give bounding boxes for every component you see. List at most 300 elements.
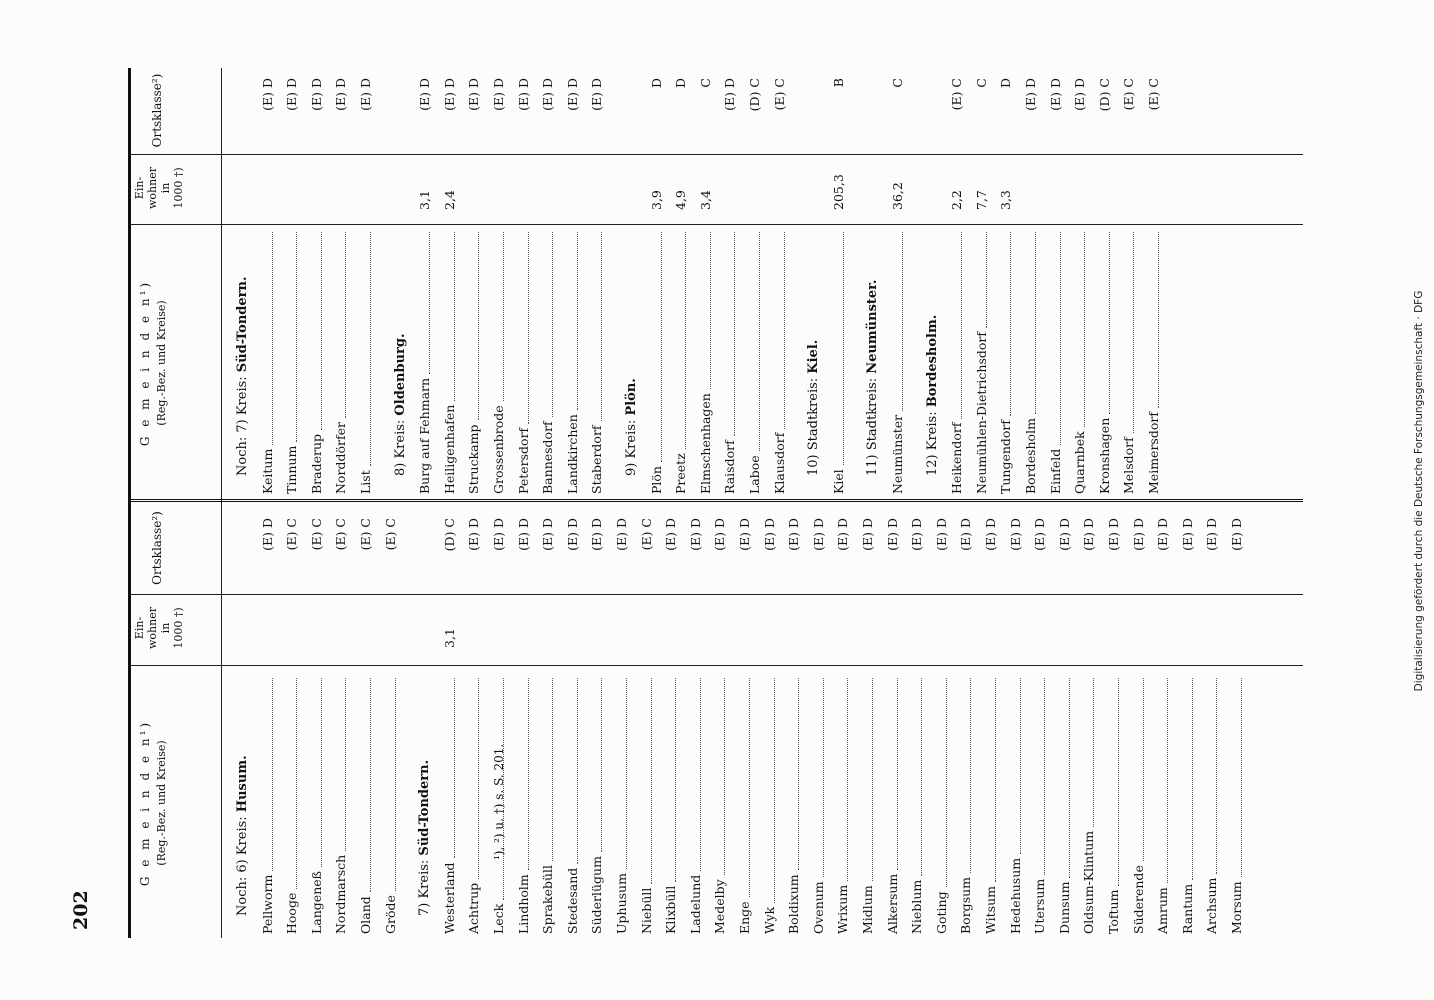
ortsklasse-value: (D) C: [747, 78, 762, 112]
municipality-name: Tungendorf: [998, 419, 1014, 494]
ortsklasse-value: (E) D: [687, 518, 703, 551]
leader-dots: [540, 232, 553, 417]
leader-dots: [1229, 678, 1242, 877]
municipality-name: Medelby: [712, 879, 728, 934]
leader-dots: [712, 678, 725, 875]
header-ortsklasse-right: Ortsklasse²): [150, 73, 164, 148]
population-value: 4,9: [673, 190, 689, 210]
municipality-name: Dunsum: [1056, 881, 1072, 934]
table-row: [807, 672, 831, 934]
ortsklasse-value: (E) C: [358, 518, 373, 551]
table-row: [1028, 672, 1052, 934]
ortsklasse-value: (E) D: [1032, 518, 1048, 551]
leader-dots: [565, 678, 578, 864]
table-row: [1102, 672, 1126, 934]
table-row: [305, 226, 329, 494]
ortsklasse-value: (E) D: [614, 518, 629, 551]
leader-dots: [860, 678, 873, 881]
ortsklasse-value: (E) D: [491, 518, 506, 551]
municipality-name: Westerland: [441, 862, 457, 934]
table-row: [831, 672, 855, 934]
section-label: 12) Kreis:: [924, 407, 940, 476]
table-row: [708, 672, 732, 934]
leader-dots: [890, 232, 903, 411]
section-heading: [389, 333, 413, 476]
leader-dots: [284, 678, 297, 889]
section-district-name: Plön.: [624, 378, 639, 416]
municipality-name: Klixbüll: [663, 885, 679, 934]
ortsklasse-value: (E) D: [358, 78, 373, 111]
table-row: [512, 226, 536, 494]
municipality-name: Kronshagen: [1096, 417, 1112, 494]
footnote: ¹), ²) u. †) s. S. 201.: [492, 743, 506, 860]
table-row: [462, 672, 486, 934]
leader-dots: [673, 232, 686, 449]
municipality-name: Uphusum: [614, 873, 629, 934]
ortsklasse-value: (E) D: [786, 518, 802, 551]
section-heading: [231, 277, 255, 476]
table-row: [256, 672, 280, 934]
population-value: 2,4: [441, 190, 457, 210]
municipality-name: Hedehusum: [1007, 857, 1023, 934]
table-row: [585, 672, 609, 934]
population-value: 3,4: [697, 190, 713, 210]
leader-dots: [998, 232, 1011, 416]
table-row: [881, 672, 905, 934]
ortsklasse-value: (E) D: [1047, 78, 1063, 111]
header-einwohner-1: Ein-: [133, 176, 146, 200]
leader-dots: [260, 232, 273, 445]
header-einwohner-1: Ein-: [133, 616, 146, 640]
table-row: [827, 226, 851, 494]
table-row: [438, 226, 462, 494]
ortsklasse-value: (E) D: [1155, 518, 1171, 551]
table-row: [718, 226, 742, 494]
leader-dots: [909, 678, 922, 876]
municipality-name: Achtrup: [466, 882, 482, 934]
digitization-note-text: Digitalisierung gefördert durch die Deutsche Forschungsgemeinschaft · DFG: [1413, 290, 1425, 692]
section-district-name: Süd-Tondern.: [235, 276, 250, 373]
municipality-name: Oldsum-Klintum: [1081, 830, 1097, 934]
ortsklasse-value: (E) D: [515, 78, 531, 111]
population-value: 3,1: [441, 628, 457, 648]
municipality-name: Meimersdorf: [1146, 412, 1161, 494]
municipality-name: Melsdorf: [1121, 437, 1137, 494]
table-row: [970, 226, 994, 494]
municipality-name: Hooge: [284, 892, 300, 934]
section-label: 8) Kreis:: [392, 415, 408, 476]
municipality-name: Laboe: [747, 455, 762, 494]
municipality-name: Pellworm: [259, 874, 275, 934]
ortsklasse-value: (E) D: [466, 78, 482, 111]
header-einwohner-2: wohner: [146, 167, 159, 209]
leader-dots: [358, 232, 371, 466]
municipality-name: Morsum: [1229, 881, 1244, 934]
table-row: [536, 672, 560, 934]
municipality-name: Wyk: [761, 906, 777, 934]
leader-dots: [974, 232, 987, 328]
leader-dots: [1057, 678, 1070, 878]
header-einwohner-2: wohner: [146, 607, 159, 649]
leader-dots: [589, 678, 602, 852]
table-row: [768, 226, 792, 494]
ortsklasse-value: (D) C: [1096, 78, 1112, 112]
ortsklasse-value: (E) D: [259, 78, 275, 111]
ortsklasse-value: (E) D: [712, 518, 728, 551]
leader-dots: [835, 678, 848, 881]
municipality-name: Goting: [933, 891, 949, 934]
leader-dots: [1146, 232, 1159, 408]
header-einwohner-3: in: [159, 182, 172, 194]
population-value: 3,3: [998, 190, 1014, 210]
leader-dots: [1048, 232, 1061, 445]
leader-dots: [358, 678, 371, 892]
municipality-name: Neumühlen-Dietrichsdorf: [973, 331, 989, 494]
leader-dots: [786, 678, 799, 870]
table-row: [635, 672, 659, 934]
table-row: [905, 672, 929, 934]
ortsklasse-value: (D) C: [441, 518, 457, 552]
header-einwohner-4: 1000 †): [172, 167, 185, 209]
municipality-name: Heikendorf: [949, 422, 965, 494]
section-district-name: Bordesholm.: [924, 314, 940, 408]
leader-dots: [934, 678, 947, 887]
municipality-name: Sprakebüll: [540, 864, 556, 934]
ortsklasse-value: C: [890, 78, 905, 88]
col-rule: [131, 224, 1303, 225]
ortsklasse-value: (E) D: [983, 518, 998, 551]
table-row: [1044, 226, 1068, 494]
municipality-name: Staberdorf: [589, 425, 605, 494]
municipality-name: Preetz: [673, 453, 689, 494]
table-row: [280, 672, 304, 934]
municipality-name: Borgsum: [958, 876, 974, 934]
table-row: [979, 672, 1003, 934]
leader-dots: [649, 232, 662, 462]
ortsklasse-value: (E) C: [1121, 78, 1137, 111]
ortsklasse-value: (E) C: [771, 78, 787, 111]
leader-dots: [260, 678, 273, 871]
ortsklasse-value: (E) C: [949, 78, 965, 111]
municipality-name: Leck: [491, 903, 506, 934]
ortsklasse-value: (E) C: [284, 518, 300, 551]
leader-dots: [958, 678, 971, 873]
leader-dots: [565, 232, 578, 410]
ortsklasse-value: (E) D: [958, 518, 974, 551]
table-row: [886, 226, 910, 494]
middle-double-rule: [131, 499, 1303, 502]
ortsklasse-value: (E) D: [1081, 518, 1097, 551]
leader-dots: [417, 232, 430, 374]
table-row: [280, 226, 304, 494]
leader-dots: [737, 678, 750, 897]
table-row: [561, 672, 585, 934]
table-row: [1077, 672, 1101, 934]
municipality-name: Plön: [648, 466, 664, 494]
digitization-note: [1413, 5, 1434, 995]
ortsklasse-value: (E) D: [1130, 518, 1146, 551]
municipality-name: Gröde: [382, 895, 398, 934]
table-row: [694, 226, 718, 494]
ortsklasse-value: (E) D: [308, 78, 324, 111]
ortsklasse-value: (E) D: [284, 78, 300, 111]
municipality-name: Struckamp: [466, 424, 482, 494]
population-value: 7,7: [973, 190, 989, 210]
ortsklasse-value: (E) D: [540, 518, 556, 551]
table-row: [782, 672, 806, 934]
ortsklasse-value: (E) D: [441, 78, 457, 111]
ortsklasse-value: (E) D: [835, 518, 851, 551]
section-heading: [620, 378, 644, 476]
leader-dots: [772, 232, 785, 429]
table-row: [1225, 672, 1249, 934]
header-ortsklasse-left: Ortsklasse²): [150, 511, 164, 585]
municipality-name: Quarnbek: [1072, 431, 1088, 494]
leader-dots: [540, 678, 553, 861]
header-einwohner-4: 1000 †): [172, 607, 185, 649]
ortsklasse-value: C: [973, 78, 989, 88]
leader-dots: [1204, 678, 1217, 874]
section-label: 10) Stadtkreis:: [806, 373, 822, 476]
municipality-name: Heiligenhafen: [441, 404, 457, 494]
page-number: 202: [70, 890, 92, 930]
table-row: [930, 672, 954, 934]
municipality-name: Nordmarsch: [333, 854, 349, 934]
leader-dots: [466, 232, 479, 420]
leader-dots: [1180, 678, 1193, 880]
municipality-name: Landkirchen: [564, 414, 580, 494]
municipality-name: Oland: [358, 896, 373, 934]
table-row: [743, 226, 767, 494]
ortsklasse-value: (E) D: [1056, 518, 1072, 551]
table-row: [1151, 672, 1175, 934]
municipality-name: Petersdorf: [515, 427, 531, 494]
header-gemeinden-sub-right: (Reg.-Bez. und Kreise): [155, 300, 168, 426]
header-gemeinden-right: G e m e i n d e n¹): [138, 279, 152, 447]
header-einwohner-3: in: [159, 622, 172, 634]
section-district-name: Oldenburg.: [392, 333, 408, 416]
leader-dots: [1106, 678, 1119, 886]
leader-dots: [442, 232, 455, 401]
table-row: [561, 226, 585, 494]
municipality-name: Stedesand: [564, 867, 580, 934]
ortsklasse-value: (E) D: [417, 78, 433, 111]
ortsklasse-value: (E) D: [761, 518, 777, 551]
municipality-name: Wrixum: [835, 884, 851, 934]
ortsklasse-value: (E) D: [810, 518, 826, 551]
leader-dots: [466, 678, 479, 879]
col-rule: [131, 154, 1303, 155]
table-row: [354, 672, 378, 934]
leader-dots: [333, 232, 346, 418]
municipality-name: Grossenbrode: [491, 405, 506, 494]
table-row: [329, 226, 353, 494]
table-row: [585, 226, 609, 494]
municipality-name: Klausdorf: [771, 432, 787, 494]
leader-dots: [949, 232, 962, 419]
municipality-name: Raisdorf: [722, 440, 738, 494]
municipality-name: Einfeld: [1047, 448, 1063, 494]
header-einwohner-left: [133, 593, 185, 663]
table-row: [462, 226, 486, 494]
municipality-name: Alkersum: [884, 873, 900, 934]
col-rule: [131, 665, 1303, 666]
ortsklasse-value: (E) C: [382, 518, 398, 551]
table-row: [669, 226, 693, 494]
leader-dots: [885, 678, 898, 870]
municipality-name: Braderup: [308, 433, 324, 494]
municipality-name: Nieblum: [909, 879, 925, 934]
leader-dots: [614, 678, 627, 869]
section-district-name: Süd-Tondern.: [417, 759, 433, 856]
leader-dots: [811, 678, 824, 877]
leader-dots: [1097, 232, 1110, 414]
section-heading: [861, 280, 885, 476]
leader-dots: [333, 678, 346, 851]
table-row: [536, 226, 560, 494]
leader-dots: [284, 232, 297, 442]
section-district-name: Neumünster.: [865, 279, 881, 374]
table-row: [512, 672, 536, 934]
section-label: Noch: 6) Kreis:: [235, 812, 250, 916]
leader-dots: [1072, 232, 1085, 427]
table-row: [1004, 672, 1028, 934]
population-value: 2,2: [949, 190, 965, 210]
ortsklasse-value: D: [648, 78, 664, 89]
table-row: [994, 226, 1018, 494]
ortsklasse-value: (E) D: [515, 518, 531, 551]
table-row: [659, 672, 683, 934]
leader-dots: [639, 678, 652, 884]
municipality-name: Süderende: [1130, 865, 1146, 934]
municipality-name: Norddörfer: [333, 422, 349, 494]
municipality-name: Elmschenhagen: [697, 393, 713, 494]
table-row: [1053, 672, 1077, 934]
municipality-name: Amrum: [1155, 887, 1171, 934]
leader-dots: [309, 232, 322, 430]
ortsklasse-value: (E) D: [564, 78, 580, 111]
municipality-name: Boldixum: [786, 874, 802, 934]
ortsklasse-value: C: [697, 78, 713, 88]
population-value: 3,1: [417, 190, 433, 210]
table-row: [954, 672, 978, 934]
ortsklasse-value: (E) C: [1146, 78, 1161, 111]
table-row: [758, 672, 782, 934]
leader-dots: [309, 678, 322, 867]
leader-dots: [1121, 232, 1134, 433]
leader-dots: [1155, 678, 1168, 883]
ortsklasse-value: (E) D: [884, 518, 900, 551]
leader-dots: [747, 232, 760, 451]
table-row: [684, 672, 708, 934]
ortsklasse-value: (E) D: [1007, 518, 1023, 551]
ortsklasse-value: B: [830, 78, 846, 88]
section-label: 11) Stadtkreis:: [865, 373, 881, 476]
municipality-name: Neumünster: [890, 414, 905, 494]
ortsklasse-value: (E) C: [333, 518, 349, 551]
table-row: [945, 226, 969, 494]
population-value: 36,2: [890, 182, 905, 210]
leader-dots: [383, 678, 396, 891]
ortsklasse-value: (E) D: [589, 518, 605, 551]
table-row: [413, 226, 437, 494]
population-value: 205,3: [830, 174, 846, 210]
municipality-name: Ovenum: [810, 881, 826, 934]
leader-dots: [589, 232, 602, 421]
table-row: [856, 672, 880, 934]
table-row: [1117, 226, 1141, 494]
header-einwohner-right: [133, 153, 185, 223]
leader-dots: [663, 678, 676, 882]
section-heading: [413, 760, 437, 916]
municipality-name: Rantum: [1179, 883, 1195, 934]
leader-dots: [442, 678, 455, 858]
ortsklasse-value: (E) D: [564, 518, 580, 551]
table-row: [1200, 672, 1224, 934]
ortsklasse-value: (E) D: [259, 518, 275, 551]
leader-dots: [722, 232, 735, 436]
municipality-name: Ladelund: [687, 874, 703, 934]
leader-dots: [516, 678, 529, 870]
header-rule: [221, 68, 222, 938]
section-label: 9) Kreis:: [624, 415, 639, 476]
municipality-name: Toftum: [1106, 889, 1121, 934]
municipality-name: Burg auf Fehmarn: [417, 377, 433, 494]
leader-dots: [1032, 678, 1045, 875]
municipality-name: Süderlügum: [589, 856, 605, 934]
municipality-table: [128, 68, 1303, 938]
section-heading: [231, 755, 255, 916]
leader-dots: [1081, 678, 1094, 827]
table-row: [256, 226, 280, 494]
table-row: [645, 226, 669, 494]
header-gemeinden-left: G e m e i n d e n¹): [138, 719, 152, 887]
municipality-name: Archsum: [1204, 877, 1220, 934]
leader-dots: [516, 232, 529, 424]
rotated-table-container: [128, 68, 1300, 938]
ortsklasse-value: (E) C: [638, 518, 654, 551]
ortsklasse-value: (E) C: [308, 518, 324, 551]
table-row: [1068, 226, 1092, 494]
ortsklasse-value: (E) D: [333, 78, 349, 111]
ortsklasse-value: (E) D: [589, 78, 605, 111]
table-row: [1176, 672, 1200, 934]
section-label: 7) Kreis:: [417, 855, 433, 916]
ortsklasse-value: (E) D: [1204, 518, 1220, 551]
leader-dots: [1008, 678, 1021, 854]
section-heading: [921, 315, 945, 476]
ortsklasse-value: (E) D: [491, 78, 506, 111]
leader-dots: [698, 232, 711, 389]
table-row: [1142, 226, 1166, 494]
ortsklasse-value: (E) D: [540, 78, 556, 111]
ortsklasse-value: (E) D: [909, 518, 925, 551]
table-row: [1127, 672, 1151, 934]
municipality-name: Midlum: [860, 885, 875, 934]
population-value: 3,9: [648, 190, 664, 210]
municipality-name: Enge: [737, 901, 752, 934]
ortsklasse-value: D: [673, 78, 689, 89]
ortsklasse-value: (E) D: [663, 518, 679, 551]
table-row: [438, 672, 462, 934]
leader-dots: [688, 678, 701, 871]
ortsklasse-value: (E) D: [1106, 518, 1121, 551]
municipality-name: Lindholm: [515, 874, 531, 934]
municipality-name: Utersum: [1032, 878, 1048, 934]
table-row: [1019, 226, 1043, 494]
header-gemeinden-sub-left: (Reg.-Bez. und Kreise): [155, 740, 168, 866]
table-row: [329, 672, 353, 934]
